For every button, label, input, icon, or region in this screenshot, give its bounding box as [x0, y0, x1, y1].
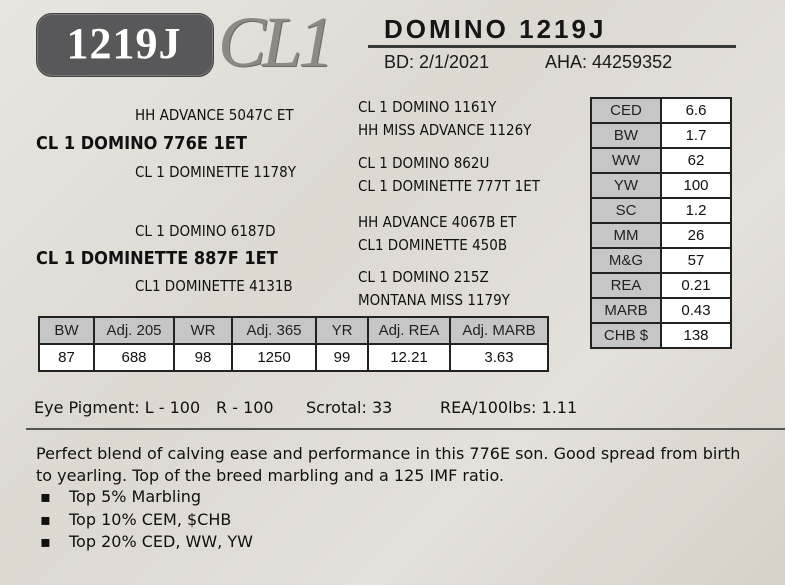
pedigree-sire-sire-sire: CL 1 DOMINO 1161Y [358, 98, 497, 116]
section-divider [26, 428, 785, 430]
performance-header: YR [316, 317, 368, 344]
epd-label: CED [591, 98, 661, 123]
highlights-list [40, 486, 253, 554]
pedigree-dam-sire: CL 1 DOMINO 6187D [135, 222, 276, 240]
highlight-text: Top 20% CED, WW, YW [69, 532, 253, 551]
performance-header: WR [174, 317, 232, 344]
list-item [40, 509, 253, 532]
epd-row [591, 323, 731, 348]
pedigree-sire-sire-dam: HH MISS ADVANCE 1126Y [358, 121, 532, 139]
epd-value: 26 [661, 223, 731, 248]
performance-value: 3.63 [450, 344, 548, 371]
performance-header: Adj. 205 [94, 317, 174, 344]
epd-label: WW [591, 148, 661, 173]
performance-header: BW [39, 317, 94, 344]
eye-pigment-right: R - 100 [216, 398, 274, 417]
scrotal-measure: Scrotal: 33 [306, 398, 393, 417]
epd-row [591, 223, 731, 248]
birth-date: BD: 2/1/2021 [384, 52, 490, 72]
epd-row [591, 173, 731, 198]
epd-row [591, 198, 731, 223]
performance-header: Adj. MARB [450, 317, 548, 344]
performance-value: 12.21 [368, 344, 450, 371]
epd-value: 0.21 [661, 273, 731, 298]
epd-row [591, 248, 731, 273]
name-divider [368, 45, 736, 48]
pedigree-dam-sire-sire: HH ADVANCE 4067B ET [358, 213, 517, 231]
pedigree-dam-sire-dam: CL1 DOMINETTE 450B [358, 236, 508, 254]
performance-value: 99 [316, 344, 368, 371]
epd-value: 138 [661, 323, 731, 348]
epd-value: 0.43 [661, 298, 731, 323]
bullet-icon: ▪ [40, 487, 51, 506]
pedigree-dam-dam-sire: CL 1 DOMINO 215Z [358, 268, 489, 286]
epd-row [591, 273, 731, 298]
epd-value: 6.6 [661, 98, 731, 123]
epd-value: 57 [661, 248, 731, 273]
rea-ratio: REA/100lbs: 1.11 [440, 398, 578, 417]
epd-label: MM [591, 223, 661, 248]
list-item [40, 486, 253, 509]
epd-row [591, 98, 731, 123]
highlight-text: Top 10% CEM, $CHB [69, 509, 232, 529]
epd-label: M&G [591, 248, 661, 273]
performance-header-row [39, 317, 548, 344]
registration-number: AHA: 44259352 [545, 52, 673, 72]
bullet-icon: ▪ [40, 509, 51, 529]
epd-label: BW [591, 123, 661, 148]
bull-name: DOMINO 1219J [384, 14, 607, 44]
epd-label: CHB $ [591, 323, 661, 348]
epd-value: 62 [661, 148, 731, 173]
epd-table [590, 97, 732, 349]
performance-value: 87 [39, 344, 94, 371]
eye-pigment-left: Eye Pigment: L - 100 [34, 398, 201, 417]
epd-label: SC [591, 198, 661, 223]
epd-row [591, 123, 731, 148]
epd-label: REA [591, 273, 661, 298]
pedigree-sire-dam-sire: CL 1 DOMINO 862U [358, 154, 490, 172]
bullet-icon: ▪ [40, 532, 51, 551]
epd-value: 1.2 [661, 198, 731, 223]
highlight-text: Top 5% Marbling [69, 487, 202, 506]
pedigree-dam: CL 1 DOMINETTE 887F 1ET [36, 248, 278, 269]
epd-value: 1.7 [661, 123, 731, 148]
lot-number: 1219J [66, 19, 182, 68]
pedigree-sire-sire: HH ADVANCE 5047C ET [135, 106, 294, 124]
performance-value: 688 [94, 344, 174, 371]
performance-value: 1250 [232, 344, 316, 371]
performance-header: Adj. 365 [232, 317, 316, 344]
performance-value: 98 [174, 344, 232, 371]
performance-value-row [39, 344, 548, 371]
pedigree-dam-dam-dam: MONTANA MISS 1179Y [358, 291, 510, 309]
list-item [40, 531, 253, 554]
description: Perfect blend of calving ease and performance in this 776E son. Good spread from birth to yearling. Top of the breed marbling and a 125 IMF ratio. [36, 444, 741, 485]
pedigree-dam-dam: CL1 DOMINETTE 4131B [135, 277, 293, 295]
performance-header: Adj. REA [368, 317, 450, 344]
epd-row [591, 298, 731, 323]
epd-value: 100 [661, 173, 731, 198]
performance-table [38, 316, 549, 372]
brand-logo: CL1 [218, 2, 331, 82]
epd-label: MARB [591, 298, 661, 323]
epd-label: YW [591, 173, 661, 198]
pedigree-sire-dam-dam: CL 1 DOMINETTE 777T 1ET [358, 177, 540, 195]
pedigree-sire: CL 1 DOMINO 776E 1ET [36, 133, 247, 154]
pedigree-sire-dam: CL 1 DOMINETTE 1178Y [135, 163, 296, 181]
epd-row [591, 148, 731, 173]
